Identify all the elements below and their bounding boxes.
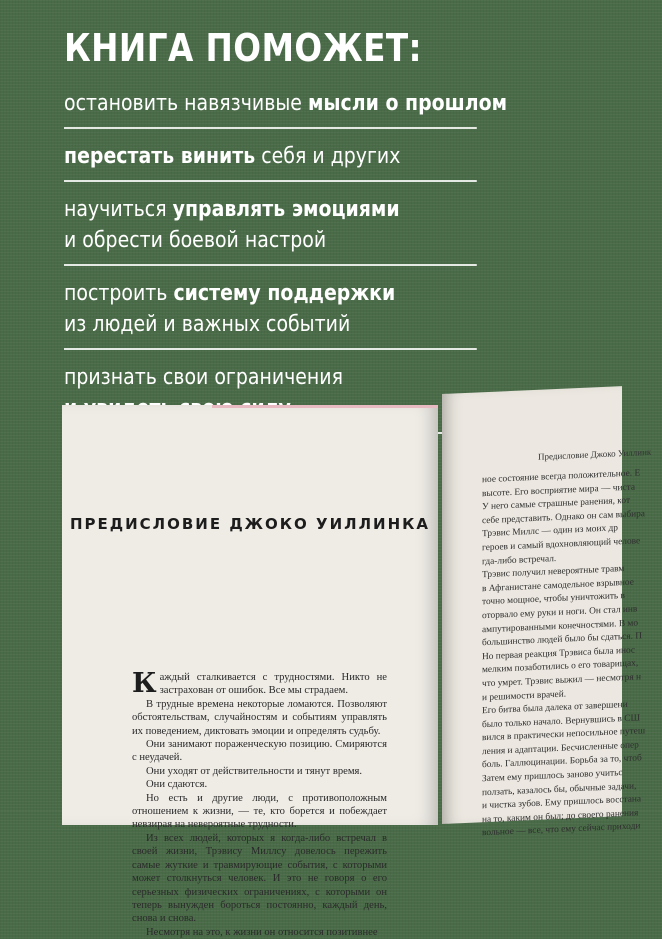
text-line: вился в практически непосильное путеш [482,726,646,744]
text-line: точно мощное, чтобы уничтожить в [482,591,625,608]
dropcap: К [132,668,157,699]
paragraph: Несмотря на это, к жизни он относится позитивнее [146,926,378,938]
benefit-line [64,194,477,225]
headline: КНИГА ПОМОЖЕТ: [64,26,423,70]
benefit-line [64,141,477,172]
text-line: героев и самый вдохновляющий челове [482,536,641,554]
text-line: было только начало. Вернувшись в СШ [482,713,640,730]
text-line: высоте. Его восприятие мира — чиста [482,482,635,499]
benefit-text: признать свои ограничения [64,365,343,390]
benefit-emphasis: мысли о прошлом [307,91,508,116]
text-line: себе представить. Однако он сам выбира [482,508,645,527]
text-line: ампутированными конечностями. В мо [482,617,639,635]
benefit-text: себя и других [255,144,401,169]
benefit-item [64,88,508,129]
left-page-text [132,668,387,939]
benefit-line [64,278,477,309]
text-line: Затем ему пришлось заново учитьс [482,768,623,785]
paragraph: Они сдаются. [146,779,208,791]
benefit-line [64,225,477,256]
text-line: Трэвис получил невероятные травм [482,564,625,581]
text-line: на то, каким он был; до своего ранения [482,808,639,826]
text-line: и чистка зубов. Ему пришлось восстана [482,794,642,812]
text-line: ления и адаптации. Бесчисленные опер [482,740,639,758]
text-line: ное состояние всегда положительное. Е [482,468,641,486]
text-line: что умрет. Трэвис выжил — несмотря н [482,672,642,690]
benefit-item [64,194,477,266]
right-page-text [482,466,662,841]
paragraph: Из всех людей, которых я когда-либо встречал в своей жизни, Трэвису Миллсу довелось пережить самые жуткие и травмирующие события, с которыми может столкнуться человек. И это не говоря о его серьезных физических ограничениях, с которыми он теперь вынужден бороться постоянно, каждый день, снова и снова. [132,832,387,925]
benefit-line [64,88,508,119]
text-line: оторвало ему руки и ноги. Он стал инв [482,604,638,622]
paragraph: Но есть и другие люди, с противоположным отношением к жизни, — те, кто борется и побеждает невзирая на невероятные трудности. [132,792,387,831]
paragraph: Они уходят от действительности и тянут время. [146,765,363,777]
running-header: Предисловие Джоко Уиллинк [538,446,652,462]
benefit-emphasis: системy поддержки [173,281,396,306]
benefit-emphasis: управлять эмоциями [172,197,400,222]
text-line: мелким позаботились о его товарищах, [482,658,639,676]
text-line: гда-либо встречал. [482,553,557,567]
text-line: большинство людей было бы сдаться. П [482,631,643,649]
text-line: в Афганистане самодельное взрывное [482,577,634,595]
paragraph: В трудные времена некоторые ломаются. Позволяют обстоятельствам, случайностям и событиям управлять их поведением, диктовать эмоции и определять судьбу. [132,698,387,737]
text-line: боль. Галлюцинации. Борьба за то, чтоб [482,753,642,771]
text-line: У него самые страшные ранения, кот [482,495,631,513]
page-edge-marker [212,405,438,408]
text-line: Но первая реакция Трэвиса была инос [482,645,636,662]
benefit-text: научиться [64,197,173,222]
benefit-text: и обрести боевой настрой [64,228,327,253]
benefit-item [64,141,477,182]
chapter-title: ПРЕДИСЛОВИЕ ДЖОКО УИЛЛИНКА [69,515,431,533]
benefit-text: из людей и важных событий [64,312,351,337]
first-paragraph-text: аждый сталкивается с трудностями. Никто не застрахован от ошибок. Все мы страдаем. [159,672,387,697]
benefit-item [64,278,477,350]
book-left-page [62,405,438,938]
benefit-emphasis: перестать винить [64,144,256,169]
first-paragraph [132,668,387,699]
paragraph: Они занимают пораженческую позицию. Смиряются с неудачей. [132,739,387,764]
benefit-line [64,362,477,393]
text-line: и решимости врачей. [482,689,567,703]
text-line: Трэвис Миллс — один из моих др [482,523,618,540]
text-line: вольное — все, что ему сейчас приходи [482,821,641,839]
book-right-page [442,386,652,839]
benefit-text: построить [64,281,174,306]
text-line: ползать, казалось бы, обычные задачи, [482,781,637,798]
benefit-line [64,309,477,340]
text-line: Его битва была далека от завершени [482,699,628,717]
benefit-text: остановить навязчивые [64,91,308,116]
